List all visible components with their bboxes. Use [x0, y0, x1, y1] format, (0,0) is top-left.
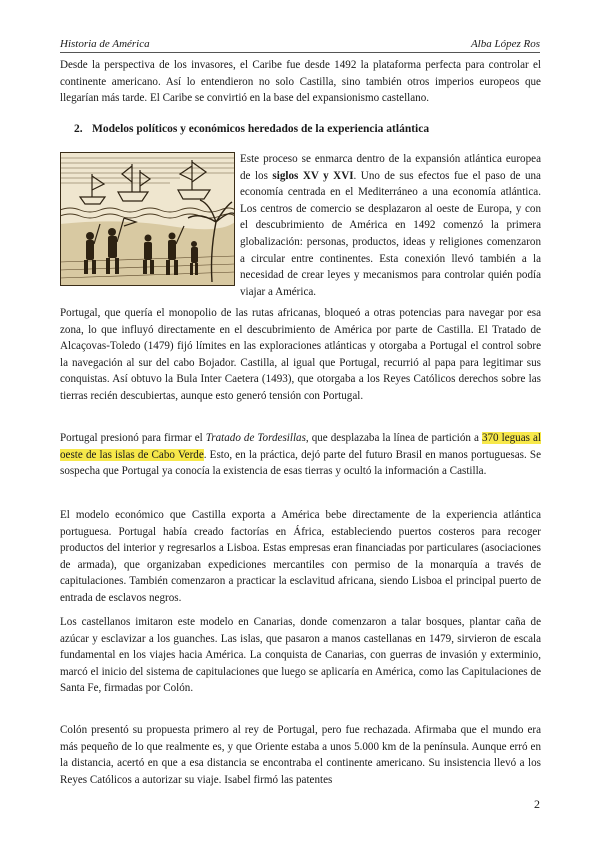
p1-before: Este proceso se enmarca dentro de la expansión atlántica europea de los	[240, 153, 541, 182]
intro-paragraph: Desde la perspectiva de los invasores, el Caribe fue desde 1492 la plataforma perfecta para controlar el continente americano. Así lo entendieron no solo Castilla, sino también otros imperios europeos que llegarían más tarde. El Caribe se convirtió en la base del expansionismo castellano.	[60, 59, 541, 105]
p3-middle: , que desplazaba la línea de partición a	[305, 432, 482, 444]
p3-after: . Esto, en la práctica, dejó parte del futuro Brasil en manos portuguesas. Se sospecha que Portugal ya conocía la existencia de esas tierras y ocultó la información a Castilla.	[60, 448, 541, 478]
paragraph-portugal-monopoly: Portugal, que quería el monopolio de las rutas africanas, bloqueó a otras potencias para navegar por esa zona, lo que influyó directamente en el descubrimiento de América por parte de Castilla. El Tratado de Alcaçovas-Toledo (1479) fijó límites en las exploraciones atlánticas y otorgaba a Portugal el control sobre la navegación al sur del cabo Bojador. Castilla, al igual que Portugal, recurrió al papa para legitimar sus conquistas. Así obtuvo la Bula Inter Caetera (1493), que otorgaba a los Reyes Católicos derechos sobre las tierras recién descubiertas, aunque esto generó tensión con Portugal.	[60, 307, 541, 402]
paragraph-colon: Colón presentó su propuesta primero al rey de Portugal, pero fue rechazada. Afirmaba que el mundo era más pequeño de lo que realmente es, y que Oriente estaba a unos 5.000 km de la península. Aunque erró en la distancia, acertó en que a esa distancia se encontraba el continente americano. Su insistencia llevó a los Reyes Católicos a autorizar su viaje. Isabel firmó las patentes	[60, 724, 541, 786]
p3-italic: Tratado de Tordesillas	[205, 432, 306, 444]
section-number: 2.	[74, 123, 83, 135]
header-course-title: Historia de América	[60, 38, 150, 50]
woodcut-illustration-icon	[60, 152, 235, 286]
paragraph-canarias: Los castellanos imitaron este modelo en Canarias, donde comenzaron a talar bosques, plantar caña de azúcar y esclavizar a los guanches. Las islas, que pasaron a manos castellanas en 1479, sirvieron de escala fundamental en los viajes hacia América. La conquista de Canarias, con guerras de invasión y exterminio, marcó el inicio del sistema de capitulaciones que luego se aplicaría en América, como las Capitulaciones de Santa Fe, firmadas por Colón.	[60, 616, 541, 695]
p1-bold: siglos XV y XVI	[272, 169, 354, 182]
paragraph-economic-model: El modelo económico que Castilla exporta a América bebe directamente de la experiencia atlántica portuguesa. Portugal había creado factorías en África, estableciendo puertos costeros para recoger productos del interior y regresarlos a Lisboa. Estas empresas eran financiadas por particulares (asociaciones de armada), que organizaban expediciones mercantiles con permiso de la monarquía a través de capitulaciones. También comenzaron a practicar la esclavitud africana, siendo Lisboa el principal puerto de entrada de esclavos negros.	[60, 509, 541, 604]
woodcut-illustration	[60, 152, 235, 286]
p3-before: Portugal presionó para firmar el	[60, 432, 206, 444]
section-title: Modelos políticos y económicos heredados de la experiencia atlántica	[92, 123, 430, 135]
paragraph-atlantic-expansion	[240, 151, 541, 300]
p1-after: . Uno de sus efectos fue el paso de una economía centrada en el Mediterráneo a una economía atlántica. Los centros de comercio se desplazaron al oeste de Europa, y con el descubrimiento de América en 1492 comenzó la primera globalización: personas, productos, ideas y religiones comenzaron a circular entre continentes. Esta conexión llevó también a la necesidad de crear leyes y mecanismos para controlar quién podía viajar a América.	[240, 169, 541, 298]
p3-highlight: 370 leguas al oeste de las islas de Cabo Verde	[60, 432, 541, 461]
header-author: Alba López Ros	[470, 38, 540, 50]
paragraph-tordesillas	[60, 430, 541, 480]
page-number: 2	[534, 797, 540, 811]
header-divider	[60, 52, 540, 53]
running-header	[60, 38, 540, 52]
section-heading	[74, 123, 429, 135]
